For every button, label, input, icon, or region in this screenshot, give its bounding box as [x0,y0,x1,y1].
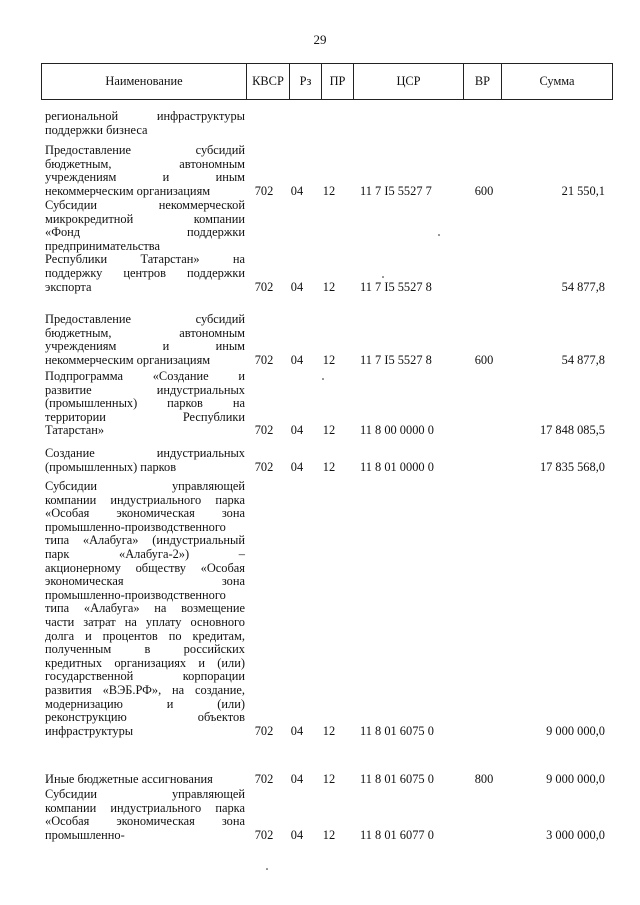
row-name-line: бюджетным, автономным [45,325,245,340]
cell-sum: 17 835 568,0 [539,459,605,474]
row-name-line: развития «ВЭБ.РФ», на создание, [45,682,245,697]
row-name-line: Подпрограмма «Создание и [45,369,245,383]
row-name [45,313,245,367]
cell-pr: 12 [322,183,336,198]
cell-pr: 12 [322,279,336,294]
row-name-line: акционерному обществу «Особая [45,560,245,575]
cell-sum: 54 877,8 [561,352,605,367]
row-name-line: типа «Алабуга» на возмещение [45,601,245,616]
cell-rz: 04 [290,279,304,294]
column-header-vr: ВР [464,64,502,99]
cell-pr: 12 [322,459,336,474]
row-name-line: компании индустриального парка [45,492,245,507]
scan-speck [266,868,268,870]
cell-kvsr: 702 [254,772,274,786]
row-name [45,773,245,787]
column-header-rz: Рз [290,64,322,99]
row-name-line: части затрат на уплату основного [45,614,245,629]
row-name-line: поддержки бизнеса [45,122,148,137]
row-name-line: типа «Алабуга» (индустриальный [45,533,245,548]
row-name-line: микрокредитной компании [45,211,245,226]
cell-sum: 9 000 000,0 [546,723,605,738]
cell-pr: 12 [322,827,336,842]
cell-pr: 12 [322,352,336,367]
row-name-line: региональной инфраструктуры [45,109,245,123]
row-name-line: реконструкцию объектов [45,710,245,725]
row-name-line: Создание индустриальных [45,446,245,460]
row-name-line: некоммерческим организациям [45,352,211,367]
row-name-line: долга и процентов по кредитам, [45,628,245,643]
cell-csr: 11 7 I5 5527 7 [360,183,432,198]
cell-kvsr: 702 [254,423,274,438]
row-name [45,788,245,842]
row-name [45,110,245,137]
row-name-line: (промышленных) парков на [45,396,245,411]
cell-pr: 12 [322,723,336,738]
cell-vr: 600 [474,183,494,198]
page-number: 29 [313,32,327,47]
column-header-sum: Сумма [539,74,575,88]
row-name-line: Татарстан» [45,423,105,438]
cell-sum: 21 550,1 [561,183,605,198]
row-name-line: парк «Алабуга-2») – [45,546,245,561]
row-name-line: поддержку центров поддержки [45,265,245,280]
row-name [45,447,245,474]
row-name-line: Субсидии некоммерческой [45,198,245,212]
row-name-line: «Фонд поддержки [45,225,245,240]
cell-rz: 04 [290,459,304,474]
column-header-pr: ПР [322,64,354,99]
cell-pr: 12 [322,772,336,786]
scan-speck [438,234,440,236]
cell-kvsr: 702 [254,459,274,474]
row-name-line: Предоставление субсидий [45,312,245,326]
row-name-line: промышленно-производственного [45,587,226,602]
row-name-line: учреждениям и иным [45,339,245,354]
row-name [45,370,245,438]
row-name-line: территории Республики [45,409,245,424]
cell-sum: 3 000 000,0 [546,827,605,842]
scan-speck [322,378,324,380]
cell-rz: 04 [290,423,304,438]
cell-kvsr: 702 [254,723,274,738]
row-name-line: «Особая экономическая зона [45,814,245,829]
cell-csr: 11 8 00 0000 0 [360,423,434,438]
row-name-line: модернизацию и (или) [45,696,245,711]
cell-csr: 11 8 01 6075 0 [360,772,434,786]
row-name-line: кредитных организациях и (или) [45,655,245,670]
row-name-line: промышленно-производственного [45,519,226,534]
row-name-line: полученным в российских [45,642,245,657]
cell-kvsr: 702 [254,183,274,198]
row-name-line: Предоставление субсидий [45,143,245,157]
cell-rz: 04 [290,352,304,367]
row-name-line: экспорта [45,279,92,294]
cell-vr: 600 [474,352,494,367]
row-name-line: экономическая зона [45,574,245,589]
row-name [45,199,245,294]
cell-csr: 11 8 01 0000 0 [360,459,434,474]
row-name-line: государственной корпорации [45,669,245,684]
row-name [45,144,245,198]
cell-rz: 04 [290,723,304,738]
cell-rz: 04 [290,827,304,842]
cell-pr: 12 [322,423,336,438]
column-header-name: Наименование [42,64,247,99]
table-header [41,63,613,100]
cell-sum: 17 848 085,5 [539,423,605,438]
cell-csr: 11 7 I5 5527 8 [360,352,432,367]
row-name-line: Субсидии управляющей [45,787,245,801]
row-name-line: учреждениям и иным [45,170,245,185]
cell-kvsr: 702 [254,279,274,294]
cell-csr: 11 8 01 6075 0 [360,723,434,738]
row-name [45,480,245,738]
row-name-line: развитие индустриальных [45,382,245,397]
cell-vr: 800 [474,772,494,786]
row-name-line: бюджетным, автономным [45,156,245,171]
column-header-kvsr: КВСР [247,64,290,99]
cell-kvsr: 702 [254,827,274,842]
cell-rz: 04 [290,772,304,786]
row-name-line: некоммерческим организациям [45,183,211,198]
cell-csr: 11 8 01 6077 0 [360,827,434,842]
scan-speck [382,276,384,278]
row-name-line: предпринимательства [45,238,160,253]
cell-sum: 9 000 000,0 [546,772,605,786]
cell-sum: 54 877,8 [561,279,605,294]
row-name-line: инфраструктуры [45,723,134,738]
row-name-line: «Особая экономическая зона [45,506,245,521]
row-name-line: промышленно- [45,827,125,842]
column-header-csr: ЦСР [354,64,464,99]
cell-csr: 11 7 I5 5527 8 [360,279,432,294]
cell-kvsr: 702 [254,352,274,367]
cell-rz: 04 [290,183,304,198]
row-name-line: компании индустриального парка [45,800,245,815]
row-name-line: Иные бюджетные ассигнования [45,772,213,786]
row-name-line: Субсидии управляющей [45,479,245,493]
row-name-line: (промышленных) парков [45,459,177,474]
row-name-line: Республики Татарстан» на [45,252,245,267]
